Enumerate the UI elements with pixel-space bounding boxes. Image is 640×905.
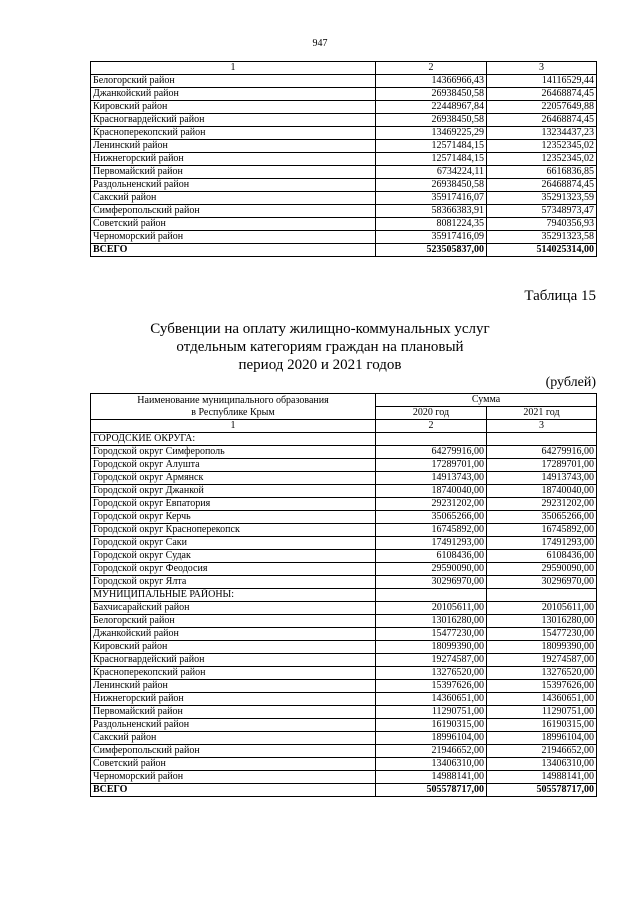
row-value-cell: 19274587,00 (376, 654, 487, 667)
total-row (91, 784, 597, 797)
row-value-cell: 21946652,00 (487, 745, 597, 758)
row-value-cell: 17289701,00 (376, 459, 487, 472)
row-value-cell: 19274587,00 (487, 654, 597, 667)
table-row (91, 524, 597, 537)
row-name-cell: Сакский район (91, 732, 376, 745)
row-value-cell: 12571484,15 (376, 153, 487, 166)
row-value-cell: 7940356,93 (487, 218, 597, 231)
row-value-cell: 29590090,00 (376, 563, 487, 576)
title-line: Субвенции на оплату жилищно-коммунальных услуг (150, 321, 490, 337)
colnum-cell: 2 (376, 62, 487, 75)
row-value-cell: 15397626,00 (487, 680, 597, 693)
table-row (91, 75, 597, 88)
table-row (91, 771, 597, 784)
row-value-cell: 35917416,09 (376, 231, 487, 244)
header-name-cell (91, 394, 376, 420)
table-row (91, 472, 597, 485)
row-value-cell: 20105611,00 (376, 602, 487, 615)
header-sum: Сумма (376, 394, 597, 407)
table-title (120, 320, 520, 374)
row-value-cell: 505578717,00 (487, 784, 597, 797)
row-value-cell: 14366966,43 (376, 75, 487, 88)
row-name-cell: Городской округ Феодосия (91, 563, 376, 576)
row-name-cell: Ленинский район (91, 680, 376, 693)
row-value-cell: 13469225,29 (376, 127, 487, 140)
row-value-cell: 14988141,00 (376, 771, 487, 784)
row-value-cell: 26938450,58 (376, 179, 487, 192)
row-value-cell: 13276520,00 (487, 667, 597, 680)
table-row (91, 192, 597, 205)
table-row (91, 706, 597, 719)
table-row (91, 667, 597, 680)
row-value-cell: 6108436,00 (376, 550, 487, 563)
table-row (91, 231, 597, 244)
row-value-cell: 14116529,44 (487, 75, 597, 88)
table-row (91, 218, 597, 231)
colnum-cell: 3 (487, 62, 597, 75)
row-value-cell: 523505837,00 (376, 244, 487, 257)
table-row (91, 511, 597, 524)
table-row (91, 537, 597, 550)
table-row (91, 628, 597, 641)
section-heading: ГОРОДСКИЕ ОКРУГА: (91, 433, 376, 446)
table-row (91, 88, 597, 101)
row-value-cell: 26938450,58 (376, 88, 487, 101)
row-value-cell: 14360651,00 (376, 693, 487, 706)
table-row (91, 732, 597, 745)
row-value-cell: 18740040,00 (376, 485, 487, 498)
row-name-cell: Черноморский район (91, 231, 376, 244)
row-value-cell: 18099390,00 (487, 641, 597, 654)
empty-cell (487, 589, 597, 602)
row-name-cell: Советский район (91, 218, 376, 231)
table-label: Таблица 15 (524, 288, 596, 304)
row-name-cell: Нижнегорский район (91, 153, 376, 166)
colnum-cell: 1 (91, 62, 376, 75)
row-name-cell: Раздольненский район (91, 719, 376, 732)
table-row (91, 166, 597, 179)
row-value-cell: 13276520,00 (376, 667, 487, 680)
row-name-cell: Красногвардейский район (91, 114, 376, 127)
row-name-cell: Джанкойский район (91, 88, 376, 101)
row-value-cell: 14913743,00 (376, 472, 487, 485)
row-value-cell: 6616836,85 (487, 166, 597, 179)
row-name-cell: Черноморский район (91, 771, 376, 784)
row-value-cell: 16745892,00 (487, 524, 597, 537)
table-row (91, 745, 597, 758)
row-name-cell: Белогорский район (91, 75, 376, 88)
row-value-cell: 17289701,00 (487, 459, 597, 472)
row-name-cell: Городской округ Джанкой (91, 485, 376, 498)
table-row (91, 114, 597, 127)
section-row (91, 433, 597, 446)
row-value-cell: 18996104,00 (487, 732, 597, 745)
row-value-cell: 13016280,00 (487, 615, 597, 628)
row-name-cell: Советский район (91, 758, 376, 771)
column-number-row (91, 62, 597, 75)
row-name-cell: Кировский район (91, 641, 376, 654)
row-name-cell: Симферопольский район (91, 745, 376, 758)
table-row (91, 615, 597, 628)
table-row (91, 576, 597, 589)
row-value-cell: 12352345,02 (487, 153, 597, 166)
row-value-cell: 13016280,00 (376, 615, 487, 628)
colnum-cell: 3 (487, 420, 597, 433)
row-name-cell: Городской округ Симферополь (91, 446, 376, 459)
row-value-cell: 15477230,00 (376, 628, 487, 641)
row-name-cell: Джанкойский район (91, 628, 376, 641)
colnum-cell: 2 (376, 420, 487, 433)
row-value-cell: 14913743,00 (487, 472, 597, 485)
row-name-cell: Городской округ Керчь (91, 511, 376, 524)
row-name-cell: Красногвардейский район (91, 654, 376, 667)
header-year-2021: 2021 год (487, 407, 597, 420)
row-name-cell: Городской округ Судак (91, 550, 376, 563)
row-value-cell: 16190315,00 (487, 719, 597, 732)
table-row (91, 179, 597, 192)
row-name-cell: Городской округ Красноперекопск (91, 524, 376, 537)
table-row (91, 758, 597, 771)
row-value-cell: 505578717,00 (376, 784, 487, 797)
row-value-cell: 8081224,35 (376, 218, 487, 231)
row-value-cell: 35291323,58 (487, 231, 597, 244)
row-value-cell: 13406310,00 (376, 758, 487, 771)
unit-label: (рублей) (545, 375, 596, 390)
row-value-cell: 6734224,11 (376, 166, 487, 179)
row-value-cell: 6108436,00 (487, 550, 597, 563)
row-name-cell: Нижнегорский район (91, 693, 376, 706)
row-name-cell: Городской округ Ялта (91, 576, 376, 589)
title-line: отдельным категориям граждан на плановый (176, 339, 464, 355)
colnum-cell: 1 (91, 420, 376, 433)
row-name-cell: Красноперекопский район (91, 667, 376, 680)
row-name-cell: Городской округ Алушта (91, 459, 376, 472)
table-row (91, 550, 597, 563)
row-value-cell: 12571484,15 (376, 140, 487, 153)
row-name-cell: Городской округ Евпатория (91, 498, 376, 511)
row-name-cell: Раздольненский район (91, 179, 376, 192)
row-value-cell: 26468874,45 (487, 114, 597, 127)
row-value-cell: 13406310,00 (487, 758, 597, 771)
row-name-cell: Бахчисарайский район (91, 602, 376, 615)
row-value-cell: 29590090,00 (487, 563, 597, 576)
table-row (91, 654, 597, 667)
row-value-cell: 26938450,58 (376, 114, 487, 127)
table-row (91, 498, 597, 511)
table-row (91, 140, 597, 153)
row-value-cell: 16190315,00 (376, 719, 487, 732)
header-year-2020: 2020 год (376, 407, 487, 420)
empty-cell (376, 589, 487, 602)
row-name-cell: Сакский район (91, 192, 376, 205)
row-name-cell: Кировский район (91, 101, 376, 114)
row-value-cell: 18099390,00 (376, 641, 487, 654)
row-name-cell: Белогорский район (91, 615, 376, 628)
table-row (91, 127, 597, 140)
row-name-cell: Симферопольский район (91, 205, 376, 218)
table-row (91, 101, 597, 114)
table-row (91, 446, 597, 459)
row-value-cell: 17491293,00 (376, 537, 487, 550)
row-value-cell: 64279916,00 (487, 446, 597, 459)
subvention-table-continued (90, 61, 597, 257)
row-value-cell: 15477230,00 (487, 628, 597, 641)
row-value-cell: 30296970,00 (487, 576, 597, 589)
row-value-cell: 21946652,00 (376, 745, 487, 758)
title-line: период 2020 и 2021 годов (238, 357, 402, 373)
row-name-cell: Городской округ Армянск (91, 472, 376, 485)
empty-cell (376, 433, 487, 446)
row-value-cell: 35291323,59 (487, 192, 597, 205)
table-row (91, 602, 597, 615)
row-value-cell: 35917416,07 (376, 192, 487, 205)
row-value-cell: 26468874,45 (487, 179, 597, 192)
table-row (91, 641, 597, 654)
row-name-cell: Ленинский район (91, 140, 376, 153)
row-value-cell: 58366383,91 (376, 205, 487, 218)
row-value-cell: 26468874,45 (487, 88, 597, 101)
header-name-line2: в Республике Крым (191, 406, 275, 418)
table-row (91, 205, 597, 218)
table-row (91, 153, 597, 166)
table-row (91, 485, 597, 498)
row-value-cell: 20105611,00 (487, 602, 597, 615)
subvention-table-2020-2021 (90, 393, 597, 797)
row-value-cell: 22057649,88 (487, 101, 597, 114)
row-value-cell: 17491293,00 (487, 537, 597, 550)
row-value-cell: 11290751,00 (376, 706, 487, 719)
row-name-cell: Красноперекопский район (91, 127, 376, 140)
row-value-cell: 11290751,00 (487, 706, 597, 719)
table-row (91, 563, 597, 576)
section-heading: МУНИЦИПАЛЬНЫЕ РАЙОНЫ: (91, 589, 376, 602)
row-value-cell: 16745892,00 (376, 524, 487, 537)
row-value-cell: 12352345,02 (487, 140, 597, 153)
row-value-cell: 14360651,00 (487, 693, 597, 706)
header-row (91, 394, 597, 407)
table-row (91, 719, 597, 732)
row-value-cell: 14988141,00 (487, 771, 597, 784)
row-value-cell: 15397626,00 (376, 680, 487, 693)
column-number-row (91, 420, 597, 433)
row-value-cell: 514025314,00 (487, 244, 597, 257)
row-value-cell: 35065266,00 (487, 511, 597, 524)
row-name-cell: Первомайский район (91, 166, 376, 179)
table-row (91, 459, 597, 472)
row-name-cell: ВСЕГО (91, 244, 376, 257)
table-row (91, 693, 597, 706)
row-value-cell: 18996104,00 (376, 732, 487, 745)
table-row (91, 680, 597, 693)
header-name-line1: Наименование муниципального образования (137, 394, 329, 406)
total-row (91, 244, 597, 257)
row-value-cell: 13234437,23 (487, 127, 597, 140)
row-value-cell: 29231202,00 (376, 498, 487, 511)
row-value-cell: 35065266,00 (376, 511, 487, 524)
empty-cell (487, 433, 597, 446)
row-name-cell: Городской округ Саки (91, 537, 376, 550)
section-row (91, 589, 597, 602)
page-number: 947 (312, 38, 328, 49)
row-value-cell: 64279916,00 (376, 446, 487, 459)
row-value-cell: 18740040,00 (487, 485, 597, 498)
row-name-cell: Первомайский район (91, 706, 376, 719)
row-value-cell: 30296970,00 (376, 576, 487, 589)
row-value-cell: 29231202,00 (487, 498, 597, 511)
row-name-cell: ВСЕГО (91, 784, 376, 797)
row-value-cell: 57348973,47 (487, 205, 597, 218)
row-value-cell: 22448967,84 (376, 101, 487, 114)
